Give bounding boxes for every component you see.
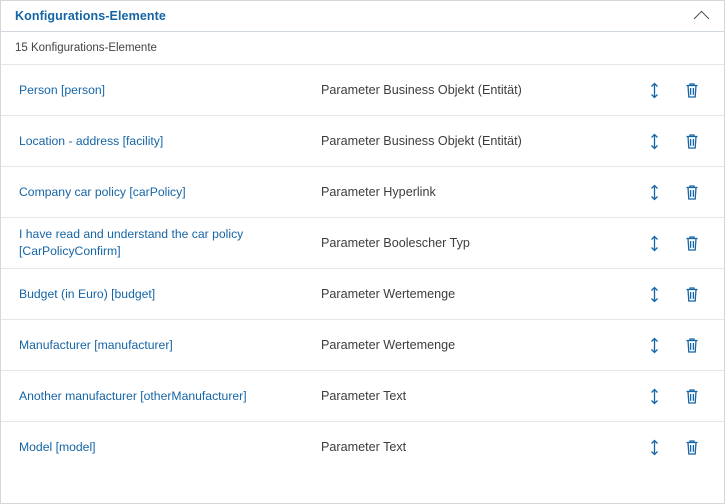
table-row bbox=[1, 217, 724, 268]
row-actions bbox=[639, 181, 724, 203]
row-actions bbox=[639, 385, 724, 407]
move-vertical-icon[interactable] bbox=[644, 79, 664, 101]
element-name-link[interactable]: Another manufacturer [otherManufacturer] bbox=[19, 389, 247, 403]
element-type: Parameter Wertemenge bbox=[321, 287, 456, 301]
trash-icon[interactable] bbox=[682, 232, 702, 254]
trash-icon[interactable] bbox=[682, 385, 702, 407]
row-actions bbox=[639, 130, 724, 152]
move-vertical-icon[interactable] bbox=[644, 385, 664, 407]
table-row bbox=[1, 166, 724, 217]
move-vertical-icon[interactable] bbox=[644, 181, 664, 203]
row-actions bbox=[639, 436, 724, 458]
chevron-up-icon[interactable] bbox=[690, 5, 712, 27]
element-name-link[interactable]: Model [model] bbox=[19, 440, 96, 454]
element-name-link[interactable]: Company car policy [carPolicy] bbox=[19, 185, 186, 199]
element-name-link[interactable]: Person [person] bbox=[19, 83, 106, 97]
panel-header bbox=[1, 1, 724, 32]
element-type: Parameter Wertemenge bbox=[321, 338, 456, 352]
row-actions bbox=[639, 283, 724, 305]
element-type: Parameter Boolescher Typ bbox=[321, 236, 470, 250]
row-actions bbox=[639, 232, 724, 254]
trash-icon[interactable] bbox=[682, 283, 702, 305]
row-actions bbox=[639, 79, 724, 101]
trash-icon[interactable] bbox=[682, 130, 702, 152]
table-row bbox=[1, 319, 724, 370]
row-actions bbox=[639, 334, 724, 356]
configuration-elements-list bbox=[1, 64, 724, 503]
trash-icon[interactable] bbox=[682, 79, 702, 101]
trash-icon[interactable] bbox=[682, 334, 702, 356]
table-row bbox=[1, 115, 724, 166]
element-type: Parameter Business Objekt (Entität) bbox=[321, 134, 522, 148]
trash-icon[interactable] bbox=[682, 181, 702, 203]
trash-icon[interactable] bbox=[682, 436, 702, 458]
table-row bbox=[1, 370, 724, 421]
element-name-link[interactable]: I have read and understand the car policy [CarPolicyConfirm] bbox=[19, 227, 244, 258]
element-type: Parameter Hyperlink bbox=[321, 185, 436, 199]
element-type: Parameter Text bbox=[321, 389, 407, 403]
move-vertical-icon[interactable] bbox=[644, 130, 664, 152]
element-name-link[interactable]: Location - address [facility] bbox=[19, 134, 164, 148]
element-name-link[interactable]: Manufacturer [manufacturer] bbox=[19, 338, 173, 352]
element-name-link[interactable]: Budget (in Euro) [budget] bbox=[19, 287, 156, 301]
table-row bbox=[1, 268, 724, 319]
table-row bbox=[1, 421, 724, 472]
element-type: Parameter Text bbox=[321, 440, 407, 454]
move-vertical-icon[interactable] bbox=[644, 232, 664, 254]
move-vertical-icon[interactable] bbox=[644, 283, 664, 305]
element-count: 15 Konfigurations-Elemente bbox=[15, 42, 157, 54]
table-row bbox=[1, 64, 724, 115]
move-vertical-icon[interactable] bbox=[644, 436, 664, 458]
chevron-up-glyph bbox=[693, 10, 709, 26]
page-title: Konfigurations-Elemente bbox=[15, 9, 166, 23]
element-type: Parameter Business Objekt (Entität) bbox=[321, 83, 522, 97]
move-vertical-icon[interactable] bbox=[644, 334, 664, 356]
